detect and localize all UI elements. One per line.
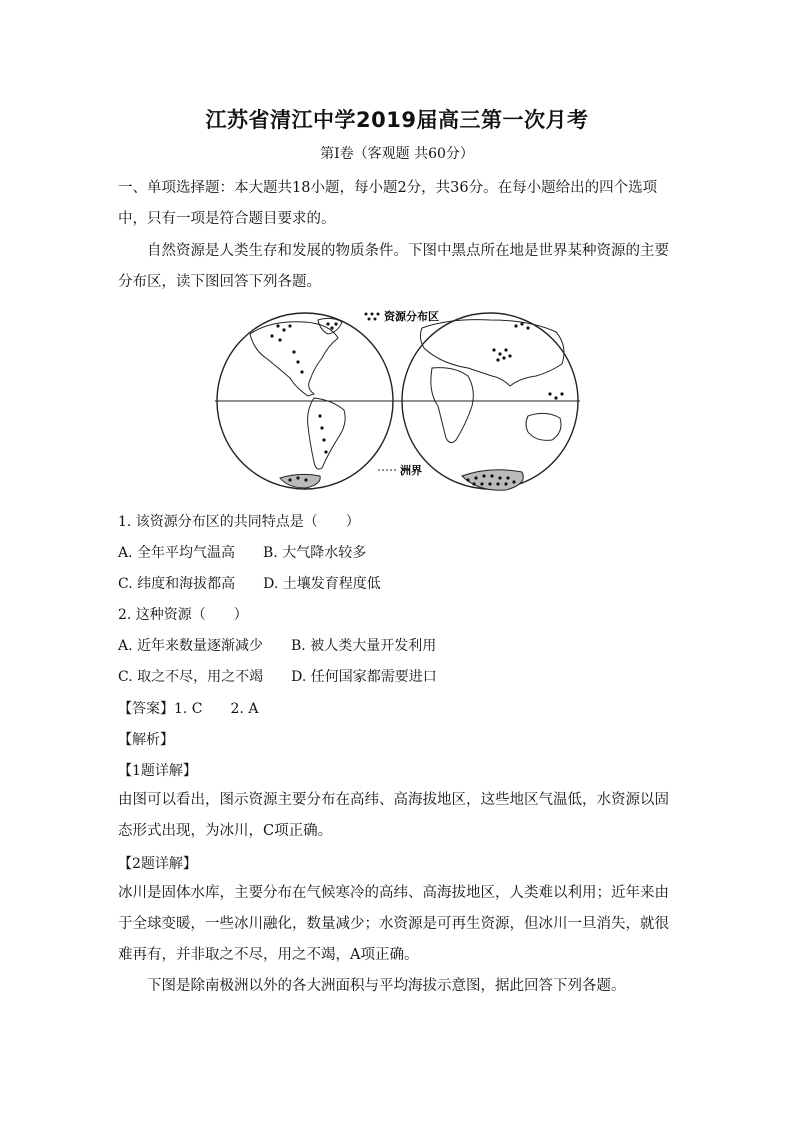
north-america-outline: [250, 322, 338, 396]
q2-option-b: B. 被人类大量开发利用: [291, 638, 437, 654]
detail1-heading: 【1题详解】: [118, 763, 197, 779]
q1-options-row1: [118, 542, 366, 562]
detail1-text: 由图可以看出，图示资源主要分布在高纬、高海拔地区，这些地区气温低，水资源以固态形式出现，为冰川，C项正确。: [118, 792, 669, 839]
legend-resource-symbol: [365, 313, 380, 321]
legend-resource-label: 资源分布区: [384, 310, 439, 323]
q1-stem: 1. 该资源分布区的共同特点是（ ）: [118, 514, 360, 530]
antarctica-west-outline: [280, 474, 320, 488]
resource-dots: [270, 322, 563, 485]
question-intro-2: 下图是除南极洲以外的各大洲面积与平均海拔示意图，据此回答下列各题。: [147, 978, 626, 994]
australia-outline: [526, 413, 561, 440]
section-instructions: 一、单项选择题：本大题共18小题，每小题2分，共36分。在每小题给出的四个选项中，只有一项是符合题目要求的。: [118, 180, 658, 227]
africa-outline: [431, 368, 473, 443]
world-map-svg: [210, 306, 590, 496]
q1-options-row2: [118, 573, 381, 593]
detail2-text: 冰川是固体水库，主要分布在气候寒冷的高纬、高海拔地区，人类难以利用；近年来由于全球变暖，一些冰川融化，数量减少；水资源是可再生资源，但冰川一旦消失，就很难再有，并非取之不尽，用之不竭，A项正确。: [118, 885, 669, 963]
q1-option-c: C. 纬度和海拔都高: [118, 576, 236, 592]
greenland-outline: [318, 318, 342, 334]
q2-stem: 2. 这种资源（ ）: [118, 607, 248, 623]
q2-options-row1: [118, 635, 436, 655]
question-intro-1: 自然资源是人类生存和发展的物质条件。下图中黑点所在地是世界某种资源的主要分布区，读下图回答下列各题。: [118, 243, 669, 290]
q2-options-row2: [118, 666, 437, 686]
world-map-figure: [210, 306, 590, 496]
answer-line: 【答案】1. C 2. A: [118, 701, 259, 717]
analysis-heading: 【解析】: [118, 732, 174, 748]
section-subtitle: 第I卷（客观题 共60分）: [320, 146, 474, 162]
q1-option-a: A. 全年平均气温高: [118, 545, 236, 561]
page-title: 江苏省清江中学2019届高三第一次月考: [205, 108, 589, 132]
q2-option-c: C. 取之不尽，用之不竭: [118, 669, 264, 685]
detail2-heading: 【2题详解】: [118, 856, 197, 872]
q1-option-d: D. 土壤发育程度低: [263, 576, 381, 592]
q2-option-d: D. 任何国家都需要进口: [291, 669, 437, 685]
south-america-outline: [308, 398, 346, 469]
q1-option-b: B. 大气降水较多: [263, 545, 367, 561]
legend-boundary-label: 洲界: [400, 464, 422, 477]
q2-option-a: A. 近年来数量逐渐减少: [118, 638, 264, 654]
